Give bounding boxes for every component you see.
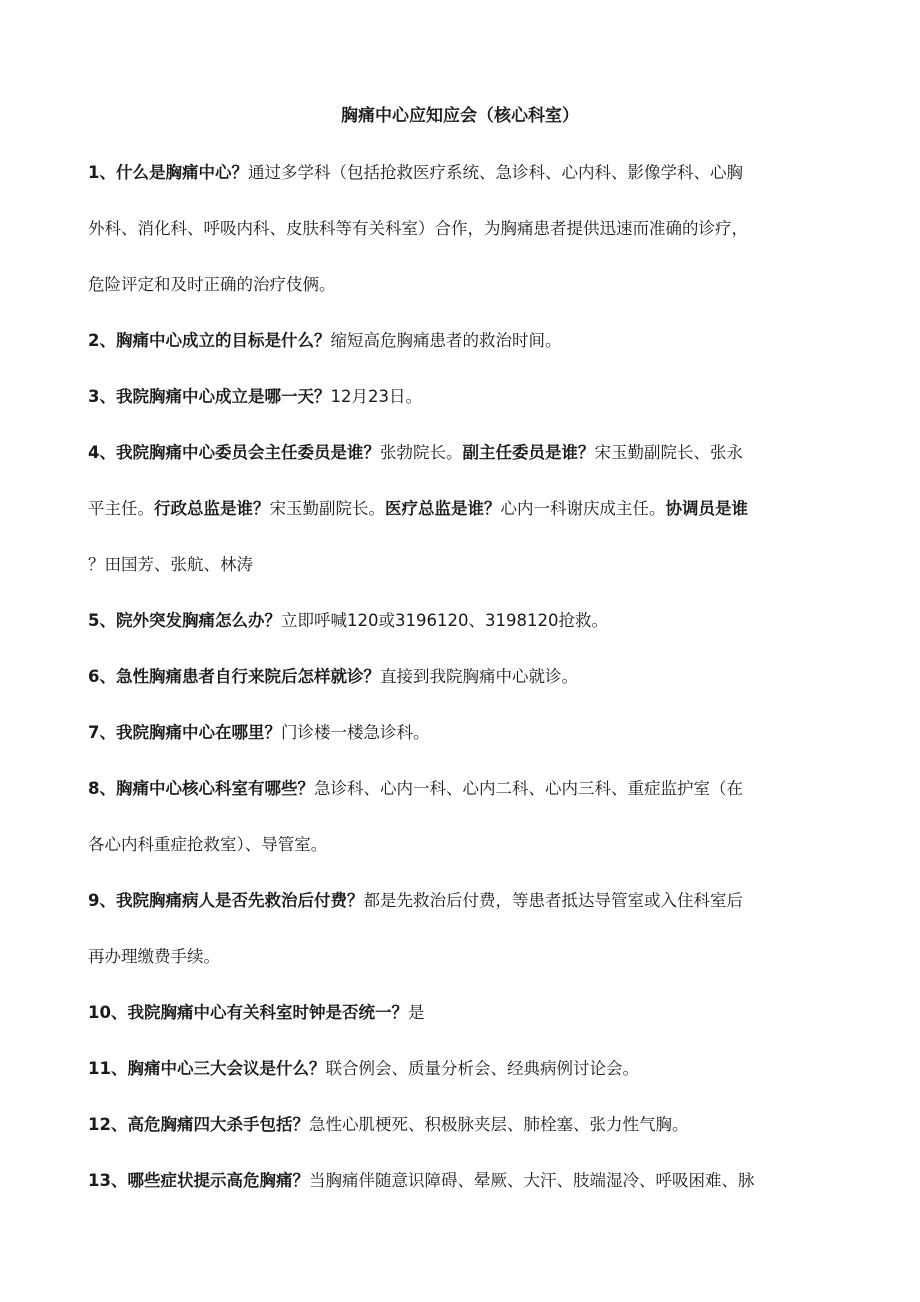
item-13-answer: 当胸痛伴随意识障碍、晕厥、大汗、肢端湿冷、呼吸困难、脉 — [308, 1171, 755, 1190]
item-7-answer: 门诊楼一楼急诊科。 — [280, 723, 430, 742]
item-9-line-2 — [88, 941, 838, 973]
item-9-line-1 — [88, 885, 838, 917]
item-4-question: 4、我院胸痛中心委员会主任委员是谁？ — [88, 443, 380, 462]
item-9-question: 9、我院胸痛病人是否先救治后付费？ — [88, 891, 364, 910]
document-title: 胸痛中心应知应会（核心科室） — [341, 106, 579, 126]
item-8-line-1 — [88, 773, 838, 805]
item-6-answer: 直接到我院胸痛中心就诊。 — [379, 667, 578, 686]
item-4-answer: 张勃院长。 — [379, 443, 463, 462]
item-11-question: 11、胸痛中心三大会议是什么？ — [88, 1059, 326, 1078]
item-1-answer: 通过多学科（包括抢救医疗系统、急诊科、心内科、影像学科、心胸 — [247, 163, 743, 182]
item-4-answer-3: 平主任。 — [88, 499, 154, 518]
item-4-line-3 — [88, 549, 838, 581]
item-2-question: 2、胸痛中心成立的目标是什么？ — [88, 331, 331, 350]
item-5-answer: 立即呼喊120或3196120、3198120抢救。 — [280, 611, 608, 630]
item-12-question: 12、高危胸痛四大杀手包括？ — [88, 1115, 309, 1134]
item-4-answer-2: 宋玉勤副院长、张永 — [594, 443, 743, 462]
item-13-line-1 — [88, 1165, 838, 1197]
item-8-answer-cont: 各心内科重症抢救室）、导管室。 — [88, 835, 328, 854]
item-8-question: 8、胸痛中心核心科室有哪些？ — [88, 779, 314, 798]
item-7-line-1 — [88, 717, 838, 749]
item-12-answer: 急性心肌梗死、积极脉夹层、肺栓塞、张力性气胸。 — [308, 1115, 689, 1134]
item-1-answer-cont-2: 危险评定和及时正确的治疗伎俩。 — [88, 275, 336, 294]
item-7-question: 7、我院胸痛中心在哪里？ — [88, 723, 281, 742]
item-11-line-1 — [88, 1053, 838, 1085]
item-12-line-1 — [88, 1109, 838, 1141]
item-4-question-4: 医疗总监是谁？ — [385, 499, 501, 518]
item-4-question-5: 协调员是谁 — [665, 499, 748, 518]
item-4-line-1 — [88, 437, 838, 469]
item-1-question: 1、什么是胸痛中心？ — [88, 163, 248, 182]
item-6-line-1 — [88, 661, 838, 693]
item-2-answer: 缩短高危胸痛患者的救治时间。 — [330, 331, 562, 350]
item-4-question-2: 副主任委员是谁？ — [462, 443, 595, 462]
item-11-answer: 联合例会、质量分析会、经典病例讨论会。 — [325, 1059, 639, 1078]
item-4-answer-6: ？田国芳、张航、林涛 — [88, 555, 253, 574]
item-5-question: 5、院外突发胸痛怎么办？ — [88, 611, 281, 630]
item-6-question: 6、急性胸痛患者自行来院后怎样就诊？ — [88, 667, 380, 686]
item-9-answer-cont: 再办理缴费手续。 — [88, 947, 220, 966]
item-4-answer-5: 心内一科谢庆成主任。 — [500, 499, 666, 518]
item-9-answer: 都是先救治后付费，等患者抵达导管室或入住科室后 — [363, 891, 743, 910]
item-1-line-3 — [88, 269, 838, 301]
item-4-answer-4: 宋玉勤副院长。 — [269, 499, 385, 518]
item-5-line-1 — [88, 605, 838, 637]
item-1-answer-cont: 外科、消化科、呼吸内科、皮肤科等有关科室）合作，为胸痛患者提供迅速而准确的诊疗， — [88, 219, 748, 238]
item-8-answer: 急诊科、心内一科、心内二科、心内三科、重症监护室（在 — [313, 779, 743, 798]
item-1-line-1 — [88, 157, 838, 189]
item-4-question-3: 行政总监是谁？ — [154, 499, 270, 518]
item-3-answer: 12月23日。 — [330, 387, 422, 406]
item-4-line-2 — [88, 493, 838, 525]
item-1-line-2 — [88, 213, 838, 245]
item-13-question: 13、哪些症状提示高危胸痛？ — [88, 1171, 309, 1190]
item-2-line-1 — [88, 325, 838, 357]
item-10-question: 10、我院胸痛中心有关科室时钟是否统一？ — [88, 1003, 408, 1022]
item-10-answer: 是 — [407, 1003, 425, 1022]
item-8-line-2 — [88, 829, 838, 861]
item-10-line-1 — [88, 997, 838, 1029]
item-3-line-1 — [88, 381, 838, 413]
item-3-question: 3、我院胸痛中心成立是哪一天？ — [88, 387, 331, 406]
